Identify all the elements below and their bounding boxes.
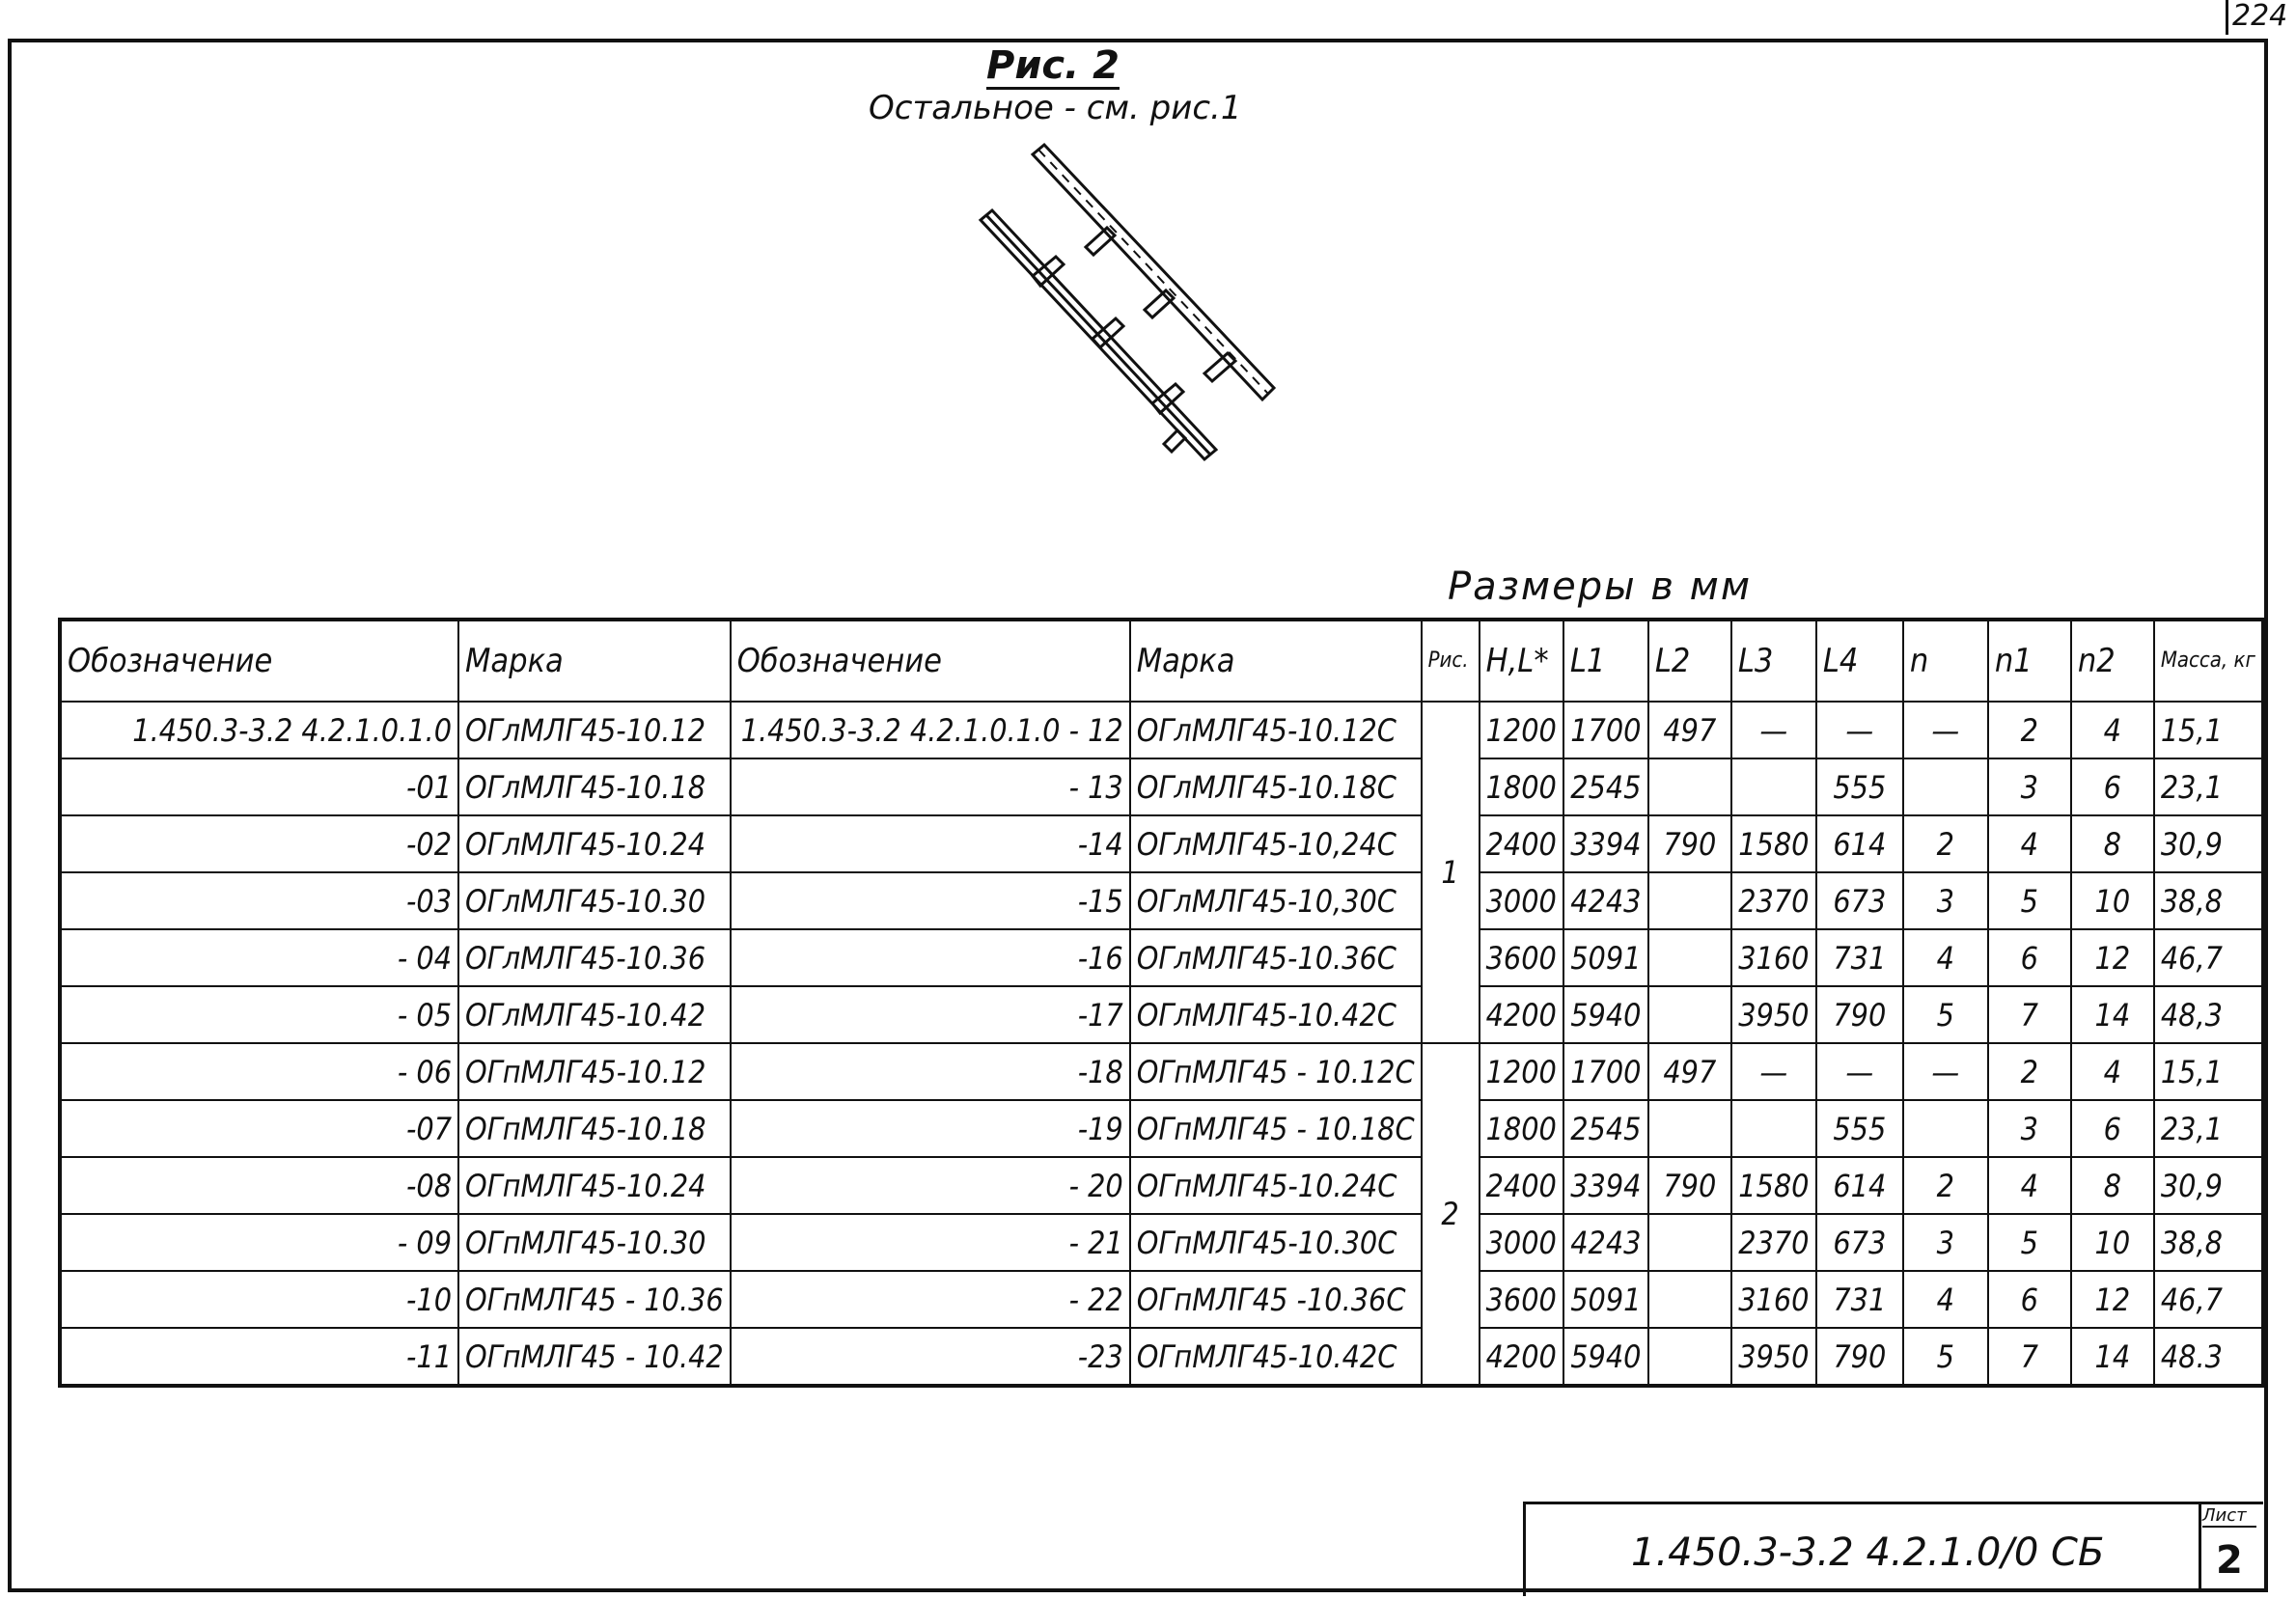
cell-l3: 1580	[1731, 1157, 1816, 1214]
table-row	[60, 758, 2263, 815]
cell-l3: 3950	[1731, 986, 1816, 1043]
cell-l2	[1648, 872, 1731, 929]
sketch-rung	[1086, 228, 1115, 255]
table-row	[60, 1271, 2263, 1328]
cell-designation: 1.450.3-3.2 4.2.1.0.1.0	[60, 702, 458, 758]
cell-designation-2: 1.450.3-3.2 4.2.1.0.1.0 - 12	[731, 702, 1130, 758]
cell-l4: 555	[1816, 1100, 1903, 1157]
cell-mass: 15,1	[2154, 702, 2263, 758]
cell-n1: 5	[1988, 872, 2071, 929]
cell-l2	[1648, 1100, 1731, 1157]
cell-n2: 10	[2071, 872, 2154, 929]
cell-designation-2: -16	[731, 929, 1130, 986]
cell-designation-2: - 22	[731, 1271, 1130, 1328]
cell-mark: ОГлМЛГ45-10.36	[458, 929, 731, 986]
cell-l2: 497	[1648, 702, 1731, 758]
cell-n2: 8	[2071, 1157, 2154, 1214]
cell-figure: 2	[1422, 1043, 1480, 1386]
cell-l2	[1648, 1328, 1731, 1386]
cell-designation: - 05	[60, 986, 458, 1043]
cell-n1: 6	[1988, 1271, 2071, 1328]
cell-l1: 1700	[1563, 702, 1648, 758]
cell-l4: 731	[1816, 929, 1903, 986]
table-row	[60, 1043, 2263, 1100]
cell-mark: ОГлМЛГ45-10.12	[458, 702, 731, 758]
cell-designation: -08	[60, 1157, 458, 1214]
cell-designation: -10	[60, 1271, 458, 1328]
cell-mass: 23,1	[2154, 758, 2263, 815]
cell-n: 3	[1903, 872, 1988, 929]
cell-l1: 5091	[1563, 1271, 1648, 1328]
cell-l2: 790	[1648, 815, 1731, 872]
cell-designation-2: -18	[731, 1043, 1130, 1100]
cell-n2: 6	[2071, 758, 2154, 815]
cell-l2: 790	[1648, 1157, 1731, 1214]
cell-n: 5	[1903, 986, 1988, 1043]
cell-l3: 2370	[1731, 872, 1816, 929]
cell-l2	[1648, 758, 1731, 815]
cell-n1: 4	[1988, 815, 2071, 872]
cell-designation-2: - 13	[731, 758, 1130, 815]
cell-h: 2400	[1480, 815, 1563, 872]
table-row	[60, 702, 2263, 758]
cell-h: 1200	[1480, 1043, 1563, 1100]
cell-l3: —	[1731, 1043, 1816, 1100]
figure-title: Рис. 2	[986, 43, 1120, 88]
table-row	[60, 1157, 2263, 1214]
title-block-code: 1.450.3-3.2 4.2.1.0/0 СБ	[1631, 1530, 2105, 1575]
cell-l3	[1731, 758, 1816, 815]
cell-designation-2: -17	[731, 986, 1130, 1043]
cell-l3: 3160	[1731, 1271, 1816, 1328]
ladder-sketch	[975, 135, 1303, 482]
table-header-row	[60, 620, 2263, 702]
cell-l1: 2545	[1563, 1100, 1648, 1157]
cell-mark: ОГлМЛГ45-10.42	[458, 986, 731, 1043]
cell-designation: -02	[60, 815, 458, 872]
cell-mark: ОГлМЛГ45-10.30	[458, 872, 731, 929]
cell-mark-2: ОГлМЛГ45-10.18С	[1130, 758, 1422, 815]
col-header-l1: L1	[1563, 620, 1648, 702]
cell-designation-2: -15	[731, 872, 1130, 929]
cell-n1: 2	[1988, 1043, 2071, 1100]
cell-mark: ОГлМЛГ45-10.18	[458, 758, 731, 815]
col-header-l3: L3	[1731, 620, 1816, 702]
cell-h: 3600	[1480, 1271, 1563, 1328]
cell-mark: ОГпМЛГ45-10.30	[458, 1214, 731, 1271]
cell-l2	[1648, 1214, 1731, 1271]
cell-l4: 614	[1816, 815, 1903, 872]
cell-designation-2: -14	[731, 815, 1130, 872]
cell-h: 3600	[1480, 929, 1563, 986]
cell-n2: 4	[2071, 1043, 2154, 1100]
units-note: Размеры в мм	[1448, 565, 1753, 609]
cell-mark-2: ОГпМЛГ45-10.24С	[1130, 1157, 1422, 1214]
table-row	[60, 872, 2263, 929]
cell-designation: - 09	[60, 1214, 458, 1271]
cell-l1: 5940	[1563, 986, 1648, 1043]
cell-n1: 5	[1988, 1214, 2071, 1271]
cell-designation: -01	[60, 758, 458, 815]
cell-mass: 46,7	[2154, 1271, 2263, 1328]
cell-n	[1903, 1100, 1988, 1157]
cell-n2: 8	[2071, 815, 2154, 872]
cell-mark-2: ОГлМЛГ45-10,24С	[1130, 815, 1422, 872]
cell-designation-2: - 20	[731, 1157, 1130, 1214]
cell-l3: 3950	[1731, 1328, 1816, 1386]
cell-n2: 12	[2071, 929, 2154, 986]
cell-mass: 30,9	[2154, 1157, 2263, 1214]
cell-mass: 38,8	[2154, 1214, 2263, 1271]
sheet-label: Лист	[2202, 1505, 2256, 1528]
page-number-top: 224	[2226, 0, 2287, 35]
cell-n: 3	[1903, 1214, 1988, 1271]
cell-l3: 3160	[1731, 929, 1816, 986]
table-body	[60, 702, 2263, 1386]
cell-mark: ОГпМЛГ45 - 10.42	[458, 1328, 731, 1386]
cell-mark-2: ОГлМЛГ45-10,30С	[1130, 872, 1422, 929]
col-header-l2: L2	[1648, 620, 1731, 702]
cell-mark-2: ОГпМЛГ45 - 10.12С	[1130, 1043, 1422, 1100]
cell-h: 2400	[1480, 1157, 1563, 1214]
cell-l4: 790	[1816, 986, 1903, 1043]
cell-designation-2: -23	[731, 1328, 1130, 1386]
table-row	[60, 1100, 2263, 1157]
cell-n1: 2	[1988, 702, 2071, 758]
cell-n2: 10	[2071, 1214, 2154, 1271]
cell-n1: 6	[1988, 929, 2071, 986]
table-row	[60, 986, 2263, 1043]
cell-l3: 1580	[1731, 815, 1816, 872]
cell-mass: 48,3	[2154, 986, 2263, 1043]
cell-l4: 555	[1816, 758, 1903, 815]
cell-h: 4200	[1480, 986, 1563, 1043]
table-row	[60, 929, 2263, 986]
cell-n2: 6	[2071, 1100, 2154, 1157]
cell-l1: 3394	[1563, 1157, 1648, 1214]
cell-mass: 30,9	[2154, 815, 2263, 872]
cell-n1: 3	[1988, 758, 2071, 815]
cell-l2: 497	[1648, 1043, 1731, 1100]
cell-l1: 2545	[1563, 758, 1648, 815]
cell-mass: 15,1	[2154, 1043, 2263, 1100]
cell-l4: —	[1816, 1043, 1903, 1100]
col-header-n2: n2	[2071, 620, 2154, 702]
cell-h: 1800	[1480, 758, 1563, 815]
col-header-designation: Обозначение	[60, 620, 458, 702]
cell-mark: ОГпМЛГ45-10.24	[458, 1157, 731, 1214]
cell-n1: 3	[1988, 1100, 2071, 1157]
cell-mass: 48.3	[2154, 1328, 2263, 1386]
cell-n2: 12	[2071, 1271, 2154, 1328]
cell-l4: —	[1816, 702, 1903, 758]
cell-mark-2: ОГпМЛГ45 - 10.18С	[1130, 1100, 1422, 1157]
cell-designation-2: -19	[731, 1100, 1130, 1157]
cell-mark: ОГпМЛГ45-10.12	[458, 1043, 731, 1100]
cell-n2: 14	[2071, 986, 2154, 1043]
cell-h: 1200	[1480, 702, 1563, 758]
cell-l1: 3394	[1563, 815, 1648, 872]
cell-h: 3000	[1480, 1214, 1563, 1271]
cell-l3	[1731, 1100, 1816, 1157]
cell-mark-2: ОГпМЛГ45 -10.36С	[1130, 1271, 1422, 1328]
cell-mark-2: ОГпМЛГ45-10.30С	[1130, 1214, 1422, 1271]
cell-h: 4200	[1480, 1328, 1563, 1386]
col-header-figure: Рис.	[1422, 620, 1480, 702]
col-header-l4: L4	[1816, 620, 1903, 702]
cell-n: 2	[1903, 815, 1988, 872]
cell-n: —	[1903, 702, 1988, 758]
cell-l4: 614	[1816, 1157, 1903, 1214]
cell-mark: ОГлМЛГ45-10.24	[458, 815, 731, 872]
cell-designation: -11	[60, 1328, 458, 1386]
cell-n1: 7	[1988, 1328, 2071, 1386]
cell-l1: 5940	[1563, 1328, 1648, 1386]
cell-l1: 4243	[1563, 872, 1648, 929]
cell-mark: ОГпМЛГ45-10.18	[458, 1100, 731, 1157]
cell-mark-2: ОГлМЛГ45-10.36С	[1130, 929, 1422, 986]
cell-l2	[1648, 1271, 1731, 1328]
table-row	[60, 1328, 2263, 1386]
cell-designation: -07	[60, 1100, 458, 1157]
specification-table	[58, 618, 2265, 1388]
cell-mark-2: ОГпМЛГ45-10.42С	[1130, 1328, 1422, 1386]
col-header-n: n	[1903, 620, 1988, 702]
cell-n: —	[1903, 1043, 1988, 1100]
cell-l2	[1648, 986, 1731, 1043]
cell-l2	[1648, 929, 1731, 986]
cell-n: 4	[1903, 1271, 1988, 1328]
col-header-n1: n1	[1988, 620, 2071, 702]
col-header-mark: Марка	[458, 620, 731, 702]
cell-n: 4	[1903, 929, 1988, 986]
figure-subtitle: Остальное - см. рис.1	[869, 89, 1242, 127]
cell-l1: 1700	[1563, 1043, 1648, 1100]
table-row	[60, 1214, 2263, 1271]
table-row	[60, 815, 2263, 872]
cell-n2: 4	[2071, 702, 2154, 758]
cell-designation: - 06	[60, 1043, 458, 1100]
col-header-designation-2: Обозначение	[731, 620, 1130, 702]
sheet-number: 2	[2216, 1538, 2243, 1583]
cell-mass: 46,7	[2154, 929, 2263, 986]
cell-mark: ОГпМЛГ45 - 10.36	[458, 1271, 731, 1328]
cell-l1: 5091	[1563, 929, 1648, 986]
cell-n: 5	[1903, 1328, 1988, 1386]
cell-n	[1903, 758, 1988, 815]
sketch-rail-upper	[1033, 145, 1274, 400]
col-header-h: H,L*	[1480, 620, 1563, 702]
cell-figure: 1	[1422, 702, 1480, 1043]
col-header-mark-2: Марка	[1130, 620, 1422, 702]
cell-designation: -03	[60, 872, 458, 929]
sketch-rung	[1145, 290, 1174, 317]
cell-n2: 14	[2071, 1328, 2154, 1386]
cell-h: 3000	[1480, 872, 1563, 929]
cell-designation-2: - 21	[731, 1214, 1130, 1271]
cell-l1: 4243	[1563, 1214, 1648, 1271]
cell-mass: 23,1	[2154, 1100, 2263, 1157]
col-header-mass: Масса, кг	[2154, 620, 2263, 702]
cell-mark-2: ОГлМЛГ45-10.12С	[1130, 702, 1422, 758]
cell-l4: 731	[1816, 1271, 1903, 1328]
cell-mark-2: ОГлМЛГ45-10.42С	[1130, 986, 1422, 1043]
cell-l3: 2370	[1731, 1214, 1816, 1271]
cell-n1: 7	[1988, 986, 2071, 1043]
cell-designation: - 04	[60, 929, 458, 986]
cell-mass: 38,8	[2154, 872, 2263, 929]
cell-n1: 4	[1988, 1157, 2071, 1214]
cell-l4: 673	[1816, 1214, 1903, 1271]
cell-l4: 673	[1816, 872, 1903, 929]
cell-n: 2	[1903, 1157, 1988, 1214]
cell-l3: —	[1731, 702, 1816, 758]
cell-h: 1800	[1480, 1100, 1563, 1157]
cell-l4: 790	[1816, 1328, 1903, 1386]
sketch-stub	[1164, 430, 1185, 452]
